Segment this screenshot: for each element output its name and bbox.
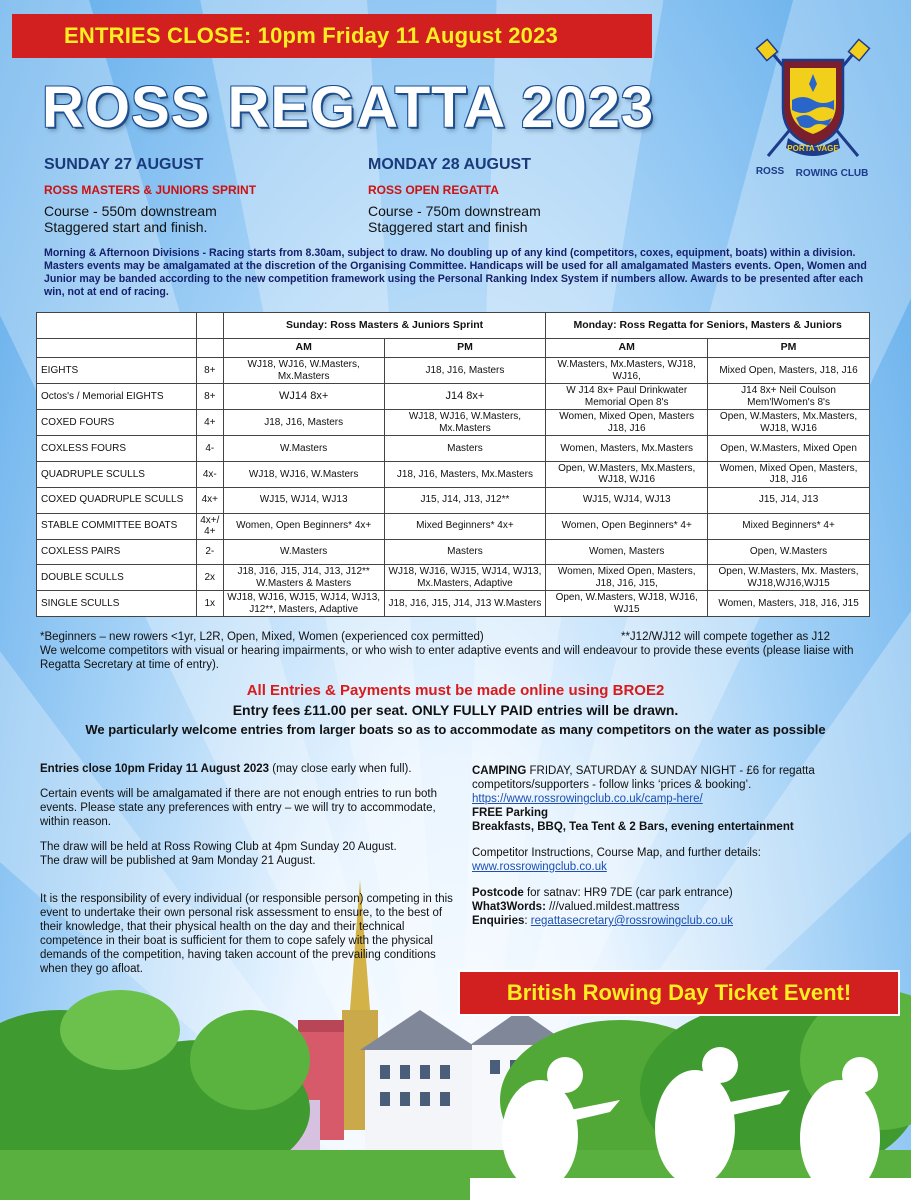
sunday-am-cell: W.Masters bbox=[223, 436, 384, 462]
sunday-pm-cell: J18, J16, J15, J14, J13 W.Masters bbox=[384, 591, 546, 617]
monday-start: Staggered start and finish bbox=[368, 219, 528, 235]
monday-pm-cell: Women, Masters, J18, J16, J15 bbox=[708, 591, 870, 617]
monday-pm-cell: J14 8x+ Neil Coulson Mem'lWomen's 8's bbox=[708, 384, 870, 410]
sunday-course: Course - 550m downstream bbox=[44, 203, 217, 219]
larger-boats-welcome: We particularly welcome entries from larger boats so as to accommodate as many competitors on the water as possible bbox=[85, 722, 826, 737]
boat-class: 4+ bbox=[196, 410, 223, 436]
club-crest-icon bbox=[748, 38, 878, 188]
monday-title: MONDAY 28 AUGUST bbox=[368, 156, 531, 173]
boat-class: 1x bbox=[196, 591, 223, 617]
british-rowing-banner: British Rowing Day Ticket Event! bbox=[458, 970, 900, 1016]
sunday-header: Sunday: Ross Masters & Juniors Sprint bbox=[223, 313, 546, 339]
camping-details: FRIDAY, SATURDAY & SUNDAY NIGHT - £6 for regatta competitors/supporters - follow links ‘prices & booking’. bbox=[472, 765, 815, 791]
event-name: Octos's / Memorial EIGHTS bbox=[37, 384, 197, 410]
monday-pm-cell: Open, W.Masters bbox=[708, 539, 870, 565]
boat-class: 8+ bbox=[196, 358, 223, 384]
monday-am-cell: WJ15, WJ14, WJ13 bbox=[546, 487, 708, 513]
entries-close-banner: ENTRIES CLOSE: 10pm Friday 11 August 2023 bbox=[12, 14, 652, 58]
what3words-value: ///valued.mildest.mattress bbox=[545, 901, 680, 913]
boat-class: 2- bbox=[196, 539, 223, 565]
sunday-pm-cell: J18, J16, Masters bbox=[384, 358, 546, 384]
sunday-start: Staggered start and finish. bbox=[44, 219, 208, 235]
what3words-label: What3Words: bbox=[472, 901, 546, 913]
monday-info bbox=[368, 156, 668, 235]
monday-subtitle: ROSS OPEN REGATTA bbox=[368, 183, 499, 197]
website-link[interactable]: www.rossrowingclub.co.uk bbox=[472, 861, 607, 873]
table-header-blank bbox=[37, 313, 197, 339]
sunday-pm-cell: J14 8x+ bbox=[384, 384, 546, 410]
sunday-pm-header: PM bbox=[384, 339, 546, 358]
table-row bbox=[37, 487, 870, 513]
sunday-pm-cell: J15, J14, J13, J12** bbox=[384, 487, 546, 513]
event-name: COXED QUADRUPLE SCULLS bbox=[37, 487, 197, 513]
monday-am-cell: Women, Masters, Mx.Masters bbox=[546, 436, 708, 462]
event-name: QUADRUPLE SCULLS bbox=[37, 461, 197, 487]
monday-pm-cell: Mixed Beginners* 4+ bbox=[708, 513, 870, 539]
event-name: EIGHTS bbox=[37, 358, 197, 384]
monday-course: Course - 750m downstream bbox=[368, 203, 541, 219]
event-name: COXED FOURS bbox=[37, 410, 197, 436]
page-title: ROSS REGATTA 2023 bbox=[42, 75, 655, 140]
table-row bbox=[37, 436, 870, 462]
sunday-pm-cell: Mixed Beginners* 4x+ bbox=[384, 513, 546, 539]
monday-am-cell: Open, W.Masters, WJ18, WJ16, WJ15 bbox=[546, 591, 708, 617]
monday-pm-cell: J15, J14, J13 bbox=[708, 487, 870, 513]
sunday-pm-cell: WJ18, WJ16, WJ15, WJ14, WJ13, Mx.Masters, Adaptive bbox=[384, 565, 546, 591]
event-name: DOUBLE SCULLS bbox=[37, 565, 197, 591]
events-table bbox=[36, 312, 870, 617]
boat-class: 4x+/ 4+ bbox=[196, 513, 223, 539]
sunday-am-cell: WJ18, WJ16, W.Masters bbox=[223, 461, 384, 487]
table-row bbox=[37, 513, 870, 539]
svg-text:ROSS: ROSS bbox=[755, 166, 785, 177]
monday-am-cell: Open, W.Masters, Mx.Masters, WJ18, WJ16 bbox=[546, 461, 708, 487]
event-name: SINGLE SCULLS bbox=[37, 591, 197, 617]
table-row bbox=[37, 358, 870, 384]
sunday-am-header: AM bbox=[223, 339, 384, 358]
table-row bbox=[37, 384, 870, 410]
svg-text:ROWING CLUB: ROWING CLUB bbox=[795, 168, 869, 179]
enquiries-email-link[interactable]: regattasecretary@rossrowingclub.co.uk bbox=[530, 915, 733, 927]
table-row bbox=[37, 565, 870, 591]
sunday-am-cell: J18, J16, J15, J14, J13, J12** W.Masters & Masters bbox=[223, 565, 384, 591]
table-header-blank bbox=[37, 339, 197, 358]
table-row bbox=[37, 591, 870, 617]
enquiries-label: Enquiries bbox=[472, 915, 525, 927]
monday-pm-cell: Mixed Open, Masters, J18, J16 bbox=[708, 358, 870, 384]
monday-am-cell: Women, Open Beginners* 4+ bbox=[546, 513, 708, 539]
sunday-pm-cell: WJ18, WJ16, W.Masters, Mx.Masters bbox=[384, 410, 546, 436]
draw-held: The draw will be held at Ross Rowing Club at 4pm Sunday 20 August. bbox=[40, 841, 397, 853]
postcode-value: for satnav: HR9 7DE (car park entrance) bbox=[523, 887, 733, 899]
j12-note: **J12/WJ12 will compete together as J12 bbox=[620, 631, 830, 643]
sunday-am-cell: WJ14 8x+ bbox=[223, 384, 384, 410]
sunday-am-cell: J18, J16, Masters bbox=[223, 410, 384, 436]
boat-class: 4x- bbox=[196, 461, 223, 487]
free-parking: FREE Parking bbox=[472, 807, 549, 819]
monday-am-cell: Women, Mixed Open, Masters, J18, J16, J15, bbox=[546, 565, 708, 591]
footnotes bbox=[40, 630, 870, 672]
monday-pm-cell: Open, W.Masters, Mixed Open bbox=[708, 436, 870, 462]
boat-class: 2x bbox=[196, 565, 223, 591]
amalgamation-note: Certain events will be amalgamated if there are not enough entries to run both events. Please state any preferences with entry – we will try to accommodate, within reason. bbox=[40, 788, 437, 828]
entries-close-note: (may close early when full). bbox=[269, 763, 412, 775]
boat-class: 4- bbox=[196, 436, 223, 462]
boat-class: 8+ bbox=[196, 384, 223, 410]
monday-am-cell: Women, Masters bbox=[546, 539, 708, 565]
venue-details: CAMPING FRIDAY, SATURDAY & SUNDAY NIGHT - £6 for regatta competitors/supporters - follow links ‘prices & booking’. https://www.rossrowingclub.co.uk/camp-here/ FREE Parking Breakfasts, BBQ, Tea Tent & 2 Bars, evening entertainment Competitor Instructions, Course Map, and further details: www.rossrowingclub.co.uk Postcode for satnav: HR9 7DE (car park entrance) What3Words: ///valued.mildest.mattress Enquiries: regattasecretary@rossrowingclub.co.uk bbox=[472, 764, 872, 928]
sunday-am-cell: WJ15, WJ14, WJ13 bbox=[223, 487, 384, 513]
monday-am-cell: W.Masters, Mx.Masters, WJ18, WJ16, bbox=[546, 358, 708, 384]
sunday-am-cell: Women, Open Beginners* 4x+ bbox=[223, 513, 384, 539]
event-name: COXLESS PAIRS bbox=[37, 539, 197, 565]
facilities: Breakfasts, BBQ, Tea Tent & 2 Bars, evening entertainment bbox=[472, 821, 794, 833]
table-header-blank bbox=[196, 339, 223, 358]
intro-paragraph: Morning & Afternoon Divisions - Racing starts from 8.30am, subject to draw. No doubling up of any kind (competitors, coxes, equipment, boats) within a division. Masters events may be amalgamated at the discretion of the Organising Committee. Handicaps will be used for all amalgamated Masters events. Open, Women and Junior may be banded according to the new competition framework using the Personal Ranking Index System if numbers allow. Awards to be presented after each win, not at end of racing. bbox=[44, 247, 867, 298]
online-entries-notice: All Entries & Payments must be made online using BROE2 bbox=[246, 682, 665, 699]
adaptive-note: We welcome competitors with visual or hearing impairments, or who wish to enter adaptive events and will endeavour to provide these events (please liaise with Regatta Secretary at time of entry). bbox=[40, 645, 854, 671]
beginners-note: *Beginners – new rowers <1yr, L2R, Open, Mixed, Women (experienced cox permitted) bbox=[40, 631, 484, 643]
monday-am-cell: Women, Mixed Open, Masters J18, J16 bbox=[546, 410, 708, 436]
table-row bbox=[37, 461, 870, 487]
sunday-info bbox=[44, 156, 344, 235]
entry-details bbox=[40, 762, 458, 987]
monday-pm-header: PM bbox=[708, 339, 870, 358]
camping-label: CAMPING bbox=[472, 765, 527, 777]
competitor-instructions: Competitor Instructions, Course Map, and further details: bbox=[472, 847, 761, 859]
sunday-pm-cell: J18, J16, Masters, Mx.Masters bbox=[384, 461, 546, 487]
monday-header: Monday: Ross Regatta for Seniors, Masters & Juniors bbox=[546, 313, 870, 339]
sunday-pm-cell: Masters bbox=[384, 539, 546, 565]
monday-pm-cell: Open, W.Masters, Mx. Masters, WJ18,WJ16,WJ15 bbox=[708, 565, 870, 591]
monday-pm-cell: Women, Mixed Open, Masters, J18, J16 bbox=[708, 461, 870, 487]
sunday-am-cell: W.Masters bbox=[223, 539, 384, 565]
sunday-title: SUNDAY 27 AUGUST bbox=[44, 156, 204, 173]
table-row bbox=[37, 539, 870, 565]
sunday-am-cell: WJ18, WJ16, WJ15, WJ14, WJ13, J12**, Masters, Adaptive bbox=[223, 591, 384, 617]
entries-close-date: Entries close 10pm Friday 11 August 2023 bbox=[40, 763, 270, 775]
draw-published: The draw will be published at 9am Monday 21 August. bbox=[40, 855, 316, 867]
table-header-blank bbox=[196, 313, 223, 339]
boat-class: 4x+ bbox=[196, 487, 223, 513]
sunday-pm-cell: Masters bbox=[384, 436, 546, 462]
camp-here-link[interactable]: https://www.rossrowingclub.co.uk/camp-here/ bbox=[472, 793, 703, 805]
monday-am-header: AM bbox=[546, 339, 708, 358]
entry-fees: Entry fees £11.00 per seat. ONLY FULLY PAID entries will be drawn. bbox=[232, 702, 679, 718]
svg-text:PORTA VAGE: PORTA VAGE bbox=[787, 144, 839, 153]
table-row bbox=[37, 410, 870, 436]
event-name: COXLESS FOURS bbox=[37, 436, 197, 462]
postcode-label: Postcode bbox=[472, 887, 524, 899]
event-name: STABLE COMMITTEE BOATS bbox=[37, 513, 197, 539]
sunday-am-cell: WJ18, WJ16, W.Masters, Mx.Masters bbox=[223, 358, 384, 384]
monday-am-cell: W J14 8x+ Paul Drinkwater Memorial Open 8's bbox=[546, 384, 708, 410]
risk-responsibility: It is the responsibility of every individual (or responsible person) competing in this event to undertake their own personal risk assessment to ensure, to the best of their knowledge, that their physical health on the day and their technical competence in their boat is sufficient for them to cope safely with the physical demands of the competition, having taken account of the prevailing conditions when they go afloat. bbox=[40, 893, 453, 975]
monday-pm-cell: Open, W.Masters, Mx.Masters, WJ18, WJ16 bbox=[708, 410, 870, 436]
sunday-subtitle: ROSS MASTERS & JUNIORS SPRINT bbox=[44, 183, 257, 197]
